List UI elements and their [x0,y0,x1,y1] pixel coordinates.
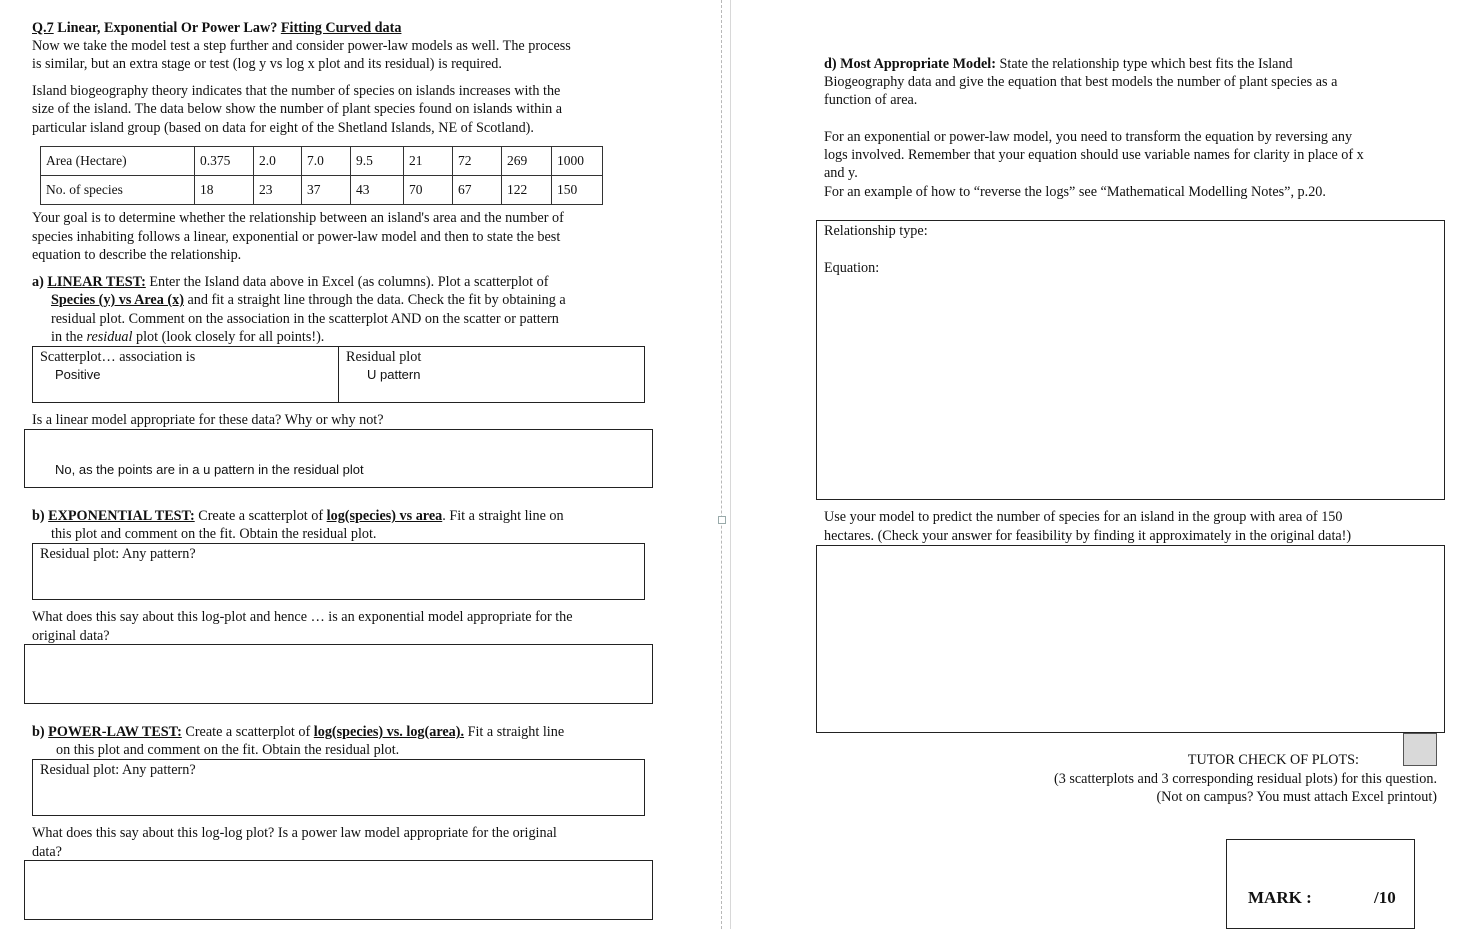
tutor-check-note: (Not on campus? You must attach Excel printout) [1156,789,1437,805]
page-divider-left [721,0,722,929]
tutor-check-detail: (3 scatterplots and 3 corresponding residual plots) for this question. [1054,771,1437,787]
table-row [41,176,603,205]
model-heading-text: State the relationship type which best fits the Island [995,56,1293,72]
model-heading-line-1 [824,55,1293,74]
table-cell: 269 [502,147,552,176]
goal-line-3: equation to describe the relationship. [32,247,242,263]
table-cell: 7.0 [302,147,351,176]
table-cell: 21 [404,147,453,176]
power-law-answer-box[interactable] [24,860,653,920]
table-cell: 1000 [552,147,603,176]
exponential-residual-label: Residual plot: Any pattern? [40,546,196,562]
transform-note-2: logs involved. Remember that your equation should use variable names for clarity in place of x [824,147,1364,163]
table-cell: 43 [351,176,404,205]
mark-total: /10 [1374,888,1396,907]
linear-question: Is a linear model appropriate for these data? Why or why not? [32,412,384,428]
linear-test-text: plot (look closely for all points!). [132,329,325,345]
residual-answer[interactable]: U pattern [367,367,421,382]
prediction-answer-box[interactable] [816,545,1445,733]
question-subheading: Fitting Curved data [280,20,402,36]
relationship-type-label: Relationship type: [824,223,928,239]
exponential-test-line-1 [32,507,564,526]
table-cell: 72 [453,147,502,176]
part-c-prefix: b) [32,724,49,740]
linear-test-text: and fit a straight line through the data. Check the fit by obtaining a [183,292,566,308]
transform-note-1: For an exponential or power-law model, you need to transform the equation by reversing any [824,129,1353,145]
theory-line-3: particular island group (based on data for eight of the Shetland Islands, NE of Scotland). [32,120,534,136]
question-title [32,19,401,38]
question-number: Q.7 [32,20,54,36]
model-heading: d) Most Appropriate Model: [824,56,996,72]
residual-answer-box[interactable] [338,346,645,403]
power-law-test-line-1 [32,723,564,742]
exponential-test-text: Create a scatterplot of [194,508,327,524]
power-law-test-text: Create a scatterplot of [181,724,314,740]
power-law-test-heading: POWER-LAW TEST: [48,724,182,740]
prediction-line-1: Use your model to predict the number of species for an island in the group with area of 150 [824,509,1343,525]
transform-note-3: and y. [824,165,858,181]
power-law-residual-box[interactable] [32,759,645,816]
table-cell: 37 [302,176,351,205]
part-b-prefix: b) [32,508,49,524]
linear-test-text: in the [51,329,87,345]
page-divider-right [730,0,731,929]
island-data-table [40,146,603,205]
species-row-label: No. of species [41,176,195,205]
transform-note-4: For an example of how to “reverse the logs” see “Mathematical Modelling Notes”, p.20. [824,184,1326,200]
table-cell: 67 [453,176,502,205]
model-line-2: Biogeography data and give the equation that best models the number of plant species as a [824,74,1338,90]
table-cell: 2.0 [254,147,302,176]
theory-line-1: Island biogeography theory indicates that the number of species on islands increases with the [32,83,561,99]
tutor-check-title: TUTOR CHECK OF PLOTS: [1187,752,1359,768]
goal-line-1: Your goal is to determine whether the relationship between an island's area and the number of [32,210,564,226]
power-law-test-text: Fit a straight line [464,724,565,740]
residual-label: Residual plot [346,349,422,365]
goal-line-2: species inhabiting follows a linear, exponential or power-law model and then to state the best [32,229,561,245]
equation-label: Equation: [824,260,880,276]
exponential-test-heading: EXPONENTIAL TEST: [48,508,195,524]
exponential-answer-box[interactable] [24,644,653,704]
linear-answer-box[interactable] [24,429,653,488]
linear-test-line-3: residual plot. Comment on the association in the scatterplot AND on the scatter or pattern [51,311,559,327]
intro-line-1: Now we take the model test a step further and consider power-law models as well. The process [32,38,571,54]
linear-test-line-2 [51,291,566,310]
linear-test-axes: Species (y) vs Area (x) [51,292,184,308]
linear-answer[interactable]: No, as the points are in a u pattern in the residual plot [55,462,364,477]
power-law-residual-label: Residual plot: Any pattern? [40,762,196,778]
table-cell: 150 [552,176,603,205]
question-heading: Linear, Exponential Or Power Law? [53,20,281,36]
page-break-marker [718,516,726,524]
exponential-residual-box[interactable] [32,543,645,600]
scatterplot-label: Scatterplot… association is [40,349,196,365]
exponential-test-line-2: this plot and comment on the fit. Obtain the residual plot. [51,526,377,542]
power-law-test-axes: log(species) vs. log(area). [313,724,465,740]
scatterplot-answer[interactable]: Positive [55,367,101,382]
intro-line-2: is similar, but an extra stage or test (log y vs log x plot and its residual) is required. [32,56,502,72]
linear-test-text: Enter the Island data above in Excel (as columns). Plot a scatterplot of [145,274,549,290]
mark-box [1226,839,1415,929]
exponential-test-axes: log(species) vs area [326,508,443,524]
table-cell: 9.5 [351,147,404,176]
linear-test-heading: LINEAR TEST: [47,274,146,290]
exponential-question-line-1: What does this say about this log-plot and hence … is an exponential model appropriate for the [32,609,573,625]
exponential-test-text: . Fit a straight line on [442,508,564,524]
model-line-3: function of area. [824,92,918,108]
linear-test-line-4 [51,328,324,347]
scatterplot-answer-box[interactable] [32,346,339,403]
table-row [41,147,603,176]
table-cell: 122 [502,176,552,205]
power-law-question-line-2: data? [32,844,62,860]
tutor-check-box[interactable] [1403,733,1437,766]
power-law-test-line-2: on this plot and comment on the fit. Obtain the residual plot. [56,742,400,758]
exponential-question-line-2: original data? [32,628,110,644]
mark-label: MARK : [1248,888,1312,907]
area-row-label: Area (Hectare) [41,147,195,176]
prediction-line-2: hectares. (Check your answer for feasibility by finding it approximately in the original data!) [824,528,1352,544]
part-a-prefix: a) [32,274,48,290]
linear-test-italic: residual [86,329,133,345]
table-cell: 18 [195,176,254,205]
theory-line-2: size of the island. The data below show the number of plant species found on islands within a [32,101,563,117]
power-law-question-line-1: What does this say about this log-log plot? Is a power law model appropriate for the original [32,825,557,841]
linear-test-line-1 [32,273,548,292]
table-cell: 23 [254,176,302,205]
table-cell: 0.375 [195,147,254,176]
table-cell: 70 [404,176,453,205]
model-answer-box[interactable] [816,220,1445,500]
